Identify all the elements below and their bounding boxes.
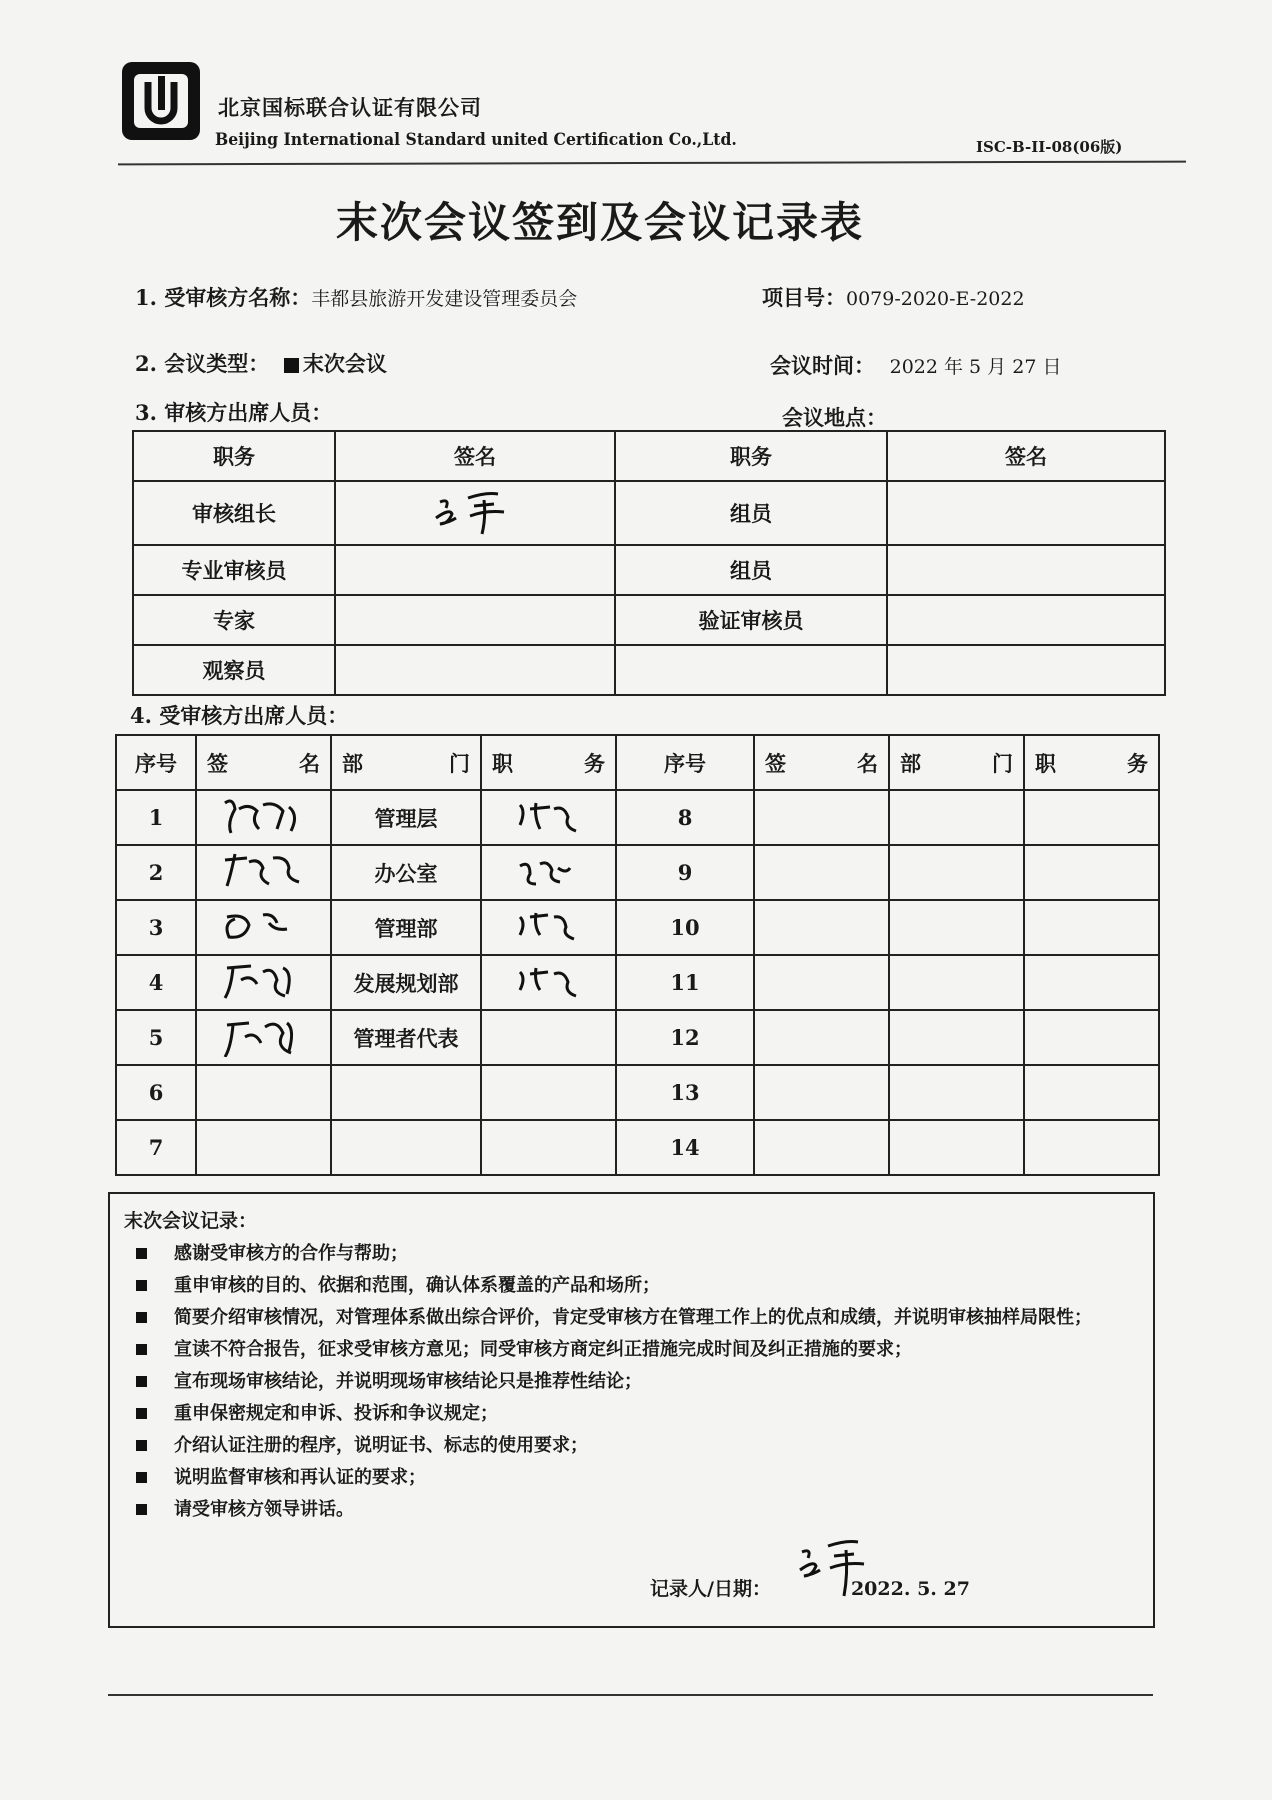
signature-cell[interactable] <box>887 595 1165 645</box>
position-cell[interactable] <box>481 955 616 1010</box>
table-row <box>133 545 1165 595</box>
position-cell[interactable] <box>481 845 616 900</box>
role-cell: 审核组长 <box>133 481 335 545</box>
signature-cell[interactable] <box>196 1065 331 1120</box>
square-bullet-icon <box>136 1280 147 1291</box>
department-cell: 办公室 <box>331 845 481 900</box>
table-row <box>116 900 1159 955</box>
department-cell: 管理部 <box>331 900 481 955</box>
meeting-record-box <box>108 1192 1155 1628</box>
square-bullet-icon <box>136 1344 147 1355</box>
position-cell[interactable] <box>481 1065 616 1120</box>
company-logo <box>120 60 202 142</box>
department-cell[interactable] <box>889 845 1024 900</box>
header-department: 部 门 <box>889 735 1024 790</box>
position-cell[interactable] <box>1024 1120 1159 1175</box>
list-item <box>132 1334 1132 1366</box>
seq-cell: 2 <box>116 845 196 900</box>
list-item <box>132 1398 1132 1430</box>
signature-cell[interactable] <box>754 845 889 900</box>
table-row <box>116 1120 1159 1175</box>
square-bullet-icon <box>136 1312 147 1323</box>
meeting-type-label: 2. 会议类型： <box>135 351 270 376</box>
signature-cell[interactable] <box>754 1065 889 1120</box>
recorder-date: 2022. 5. 27 <box>850 1578 970 1600</box>
auditee-name-label: 1. 受审核方名称： <box>135 285 312 310</box>
department-cell[interactable] <box>889 900 1024 955</box>
department-cell: 发展规划部 <box>331 955 481 1010</box>
form-code: ISC-B-II-08(06版) <box>976 138 1123 156</box>
table-header-row <box>133 431 1165 481</box>
signature-cell[interactable] <box>196 900 331 955</box>
project-no-label: 项目号： <box>762 285 846 310</box>
position-cell[interactable] <box>481 900 616 955</box>
list-item <box>132 1462 1132 1494</box>
handwritten-signature <box>426 488 546 538</box>
header-signature: 签 名 <box>754 735 889 790</box>
signature-cell[interactable] <box>754 1120 889 1175</box>
seq-cell: 12 <box>616 1010 754 1065</box>
position-cell[interactable] <box>1024 900 1159 955</box>
signature-cell[interactable] <box>887 545 1165 595</box>
header-divider <box>118 161 1186 166</box>
list-item <box>132 1430 1132 1462</box>
list-item-text: 宣布现场审核结论，并说明现场审核结论只是推荐性结论； <box>174 1371 642 1392</box>
table-row <box>116 845 1159 900</box>
auditee-section-title: 4. 受审核方出席人员： <box>130 703 349 728</box>
header-signature: 签名 <box>335 431 615 481</box>
list-item-text: 简要介绍审核情况，对管理体系做出综合评价，肯定受审核方在管理工作上的优点和成绩，并说明审核抽样局限性； <box>174 1307 1092 1328</box>
auditee-name-value: 丰都县旅游开发建设管理委员会 <box>311 288 578 310</box>
seq-cell: 8 <box>616 790 754 845</box>
list-item-text: 重申审核的目的、依据和范围，确认体系覆盖的产品和场所； <box>174 1275 660 1296</box>
auditee-name-line <box>135 282 577 312</box>
header-signature: 签名 <box>887 431 1165 481</box>
table-row <box>116 1010 1159 1065</box>
signature-cell[interactable] <box>335 595 615 645</box>
seq-cell: 6 <box>116 1065 196 1120</box>
footer-divider <box>108 1694 1153 1696</box>
signature-cell[interactable] <box>196 790 331 845</box>
role-cell <box>615 645 887 695</box>
project-no-value: 0079-2020-E-2022 <box>846 288 1025 310</box>
seq-cell: 3 <box>116 900 196 955</box>
seq-cell: 14 <box>616 1120 754 1175</box>
signature-cell[interactable] <box>335 545 615 595</box>
auditor-attendance-table <box>132 430 1166 696</box>
page-title: 末次会议签到及会议记录表 <box>335 198 864 247</box>
signature-cell[interactable] <box>887 645 1165 695</box>
table-row <box>133 645 1165 695</box>
seq-cell: 5 <box>116 1010 196 1065</box>
list-item-text: 感谢受审核方的合作与帮助； <box>174 1243 408 1264</box>
handwritten-signature <box>219 903 309 947</box>
meeting-time-label: 会议时间： <box>770 353 875 378</box>
meeting-place-label: 会议地点： <box>782 405 887 430</box>
handwritten-signature <box>219 793 309 837</box>
list-item-text: 介绍认证注册的程序，说明证书、标志的使用要求； <box>174 1435 588 1456</box>
signature-cell[interactable] <box>754 900 889 955</box>
header-position: 职务 <box>615 431 887 481</box>
table-row <box>116 790 1159 845</box>
role-cell: 验证审核员 <box>615 595 887 645</box>
signature-cell[interactable] <box>754 955 889 1010</box>
handwritten-position <box>514 850 584 890</box>
department-cell: 管理层 <box>331 790 481 845</box>
handwritten-position <box>514 795 584 835</box>
seq-cell: 11 <box>616 955 754 1010</box>
department-cell <box>331 1120 481 1175</box>
list-item-text: 重申保密规定和申诉、投诉和争议规定； <box>174 1403 498 1424</box>
handwritten-signature <box>219 848 309 892</box>
seq-cell: 13 <box>616 1065 754 1120</box>
meeting-type-value: 末次会议 <box>302 351 387 376</box>
list-item <box>132 1238 1132 1270</box>
role-cell: 专业审核员 <box>133 545 335 595</box>
seq-cell: 7 <box>116 1120 196 1175</box>
auditee-attendance-table <box>115 734 1160 1176</box>
header-position: 职 务 <box>1024 735 1159 790</box>
record-items-list <box>132 1238 1132 1526</box>
square-bullet-icon <box>136 1472 147 1483</box>
seq-cell: 4 <box>116 955 196 1010</box>
recorder-line <box>650 1574 970 1601</box>
square-bullet-icon <box>136 1376 147 1387</box>
position-cell[interactable] <box>1024 955 1159 1010</box>
list-item <box>132 1302 1132 1334</box>
header-seq: 序号 <box>116 735 196 790</box>
role-cell: 组员 <box>615 545 887 595</box>
square-bullet-icon <box>136 1408 147 1419</box>
signature-cell[interactable] <box>754 1010 889 1065</box>
recorder-label: 记录人/日期： <box>650 1578 771 1600</box>
table-row <box>133 481 1165 545</box>
meeting-type-line <box>135 348 387 378</box>
signature-cell[interactable] <box>196 955 331 1010</box>
seq-cell: 10 <box>616 900 754 955</box>
table-row <box>133 595 1165 645</box>
position-cell[interactable] <box>481 790 616 845</box>
list-item-text: 说明监督审核和再认证的要求； <box>174 1467 426 1488</box>
auditor-section-title: 3. 审核方出席人员： <box>135 400 333 425</box>
handwritten-signature <box>219 1013 309 1057</box>
company-name-cn: 北京国标联合认证有限公司 <box>218 95 482 120</box>
auditee-table-body <box>116 790 1159 1175</box>
header-position: 职务 <box>133 431 335 481</box>
meeting-time-value: 2022 年 5 月 27 日 <box>889 356 1062 378</box>
department-cell: 管理者代表 <box>331 1010 481 1065</box>
header-signature: 签 名 <box>196 735 331 790</box>
handwritten-position <box>514 960 584 1000</box>
position-cell[interactable] <box>481 1120 616 1175</box>
list-item-text: 宣读不符合报告，征求受审核方意见；同受审核方商定纠正措施完成时间及纠正措施的要求； <box>174 1339 912 1360</box>
signature-cell[interactable] <box>196 1010 331 1065</box>
position-cell[interactable] <box>1024 1065 1159 1120</box>
signature-cell[interactable] <box>754 790 889 845</box>
position-cell[interactable] <box>1024 1010 1159 1065</box>
table-row <box>116 955 1159 1010</box>
role-cell: 组员 <box>615 481 887 545</box>
position-cell[interactable] <box>1024 790 1159 845</box>
list-item <box>132 1494 1132 1526</box>
record-title: 末次会议记录： <box>124 1210 258 1232</box>
meeting-time-line <box>770 350 1061 380</box>
header-department: 部 门 <box>331 735 481 790</box>
table-header-row <box>116 735 1159 790</box>
department-cell[interactable] <box>889 790 1024 845</box>
table-row <box>116 1065 1159 1120</box>
signature-cell[interactable] <box>196 1120 331 1175</box>
department-cell[interactable] <box>889 1065 1024 1120</box>
list-item-text: 请受审核方领导讲话。 <box>174 1499 354 1520</box>
seq-cell: 9 <box>616 845 754 900</box>
signature-cell[interactable] <box>335 481 615 545</box>
department-cell <box>331 1065 481 1120</box>
department-cell[interactable] <box>889 1010 1024 1065</box>
department-cell[interactable] <box>889 955 1024 1010</box>
header-position: 职 务 <box>481 735 616 790</box>
department-cell[interactable] <box>889 1120 1024 1175</box>
square-bullet-icon <box>136 1248 147 1259</box>
handwritten-position <box>514 905 584 945</box>
square-bullet-icon <box>136 1504 147 1515</box>
list-item <box>132 1366 1132 1398</box>
signature-cell[interactable] <box>335 645 615 695</box>
role-cell: 观察员 <box>133 645 335 695</box>
list-item <box>132 1270 1132 1302</box>
signature-cell[interactable] <box>196 845 331 900</box>
seq-cell: 1 <box>116 790 196 845</box>
checked-box-icon <box>284 358 299 373</box>
square-bullet-icon <box>136 1440 147 1451</box>
role-cell: 专家 <box>133 595 335 645</box>
position-cell[interactable] <box>481 1010 616 1065</box>
header-seq: 序号 <box>616 735 754 790</box>
project-no-line <box>762 282 1025 312</box>
signature-cell[interactable] <box>887 481 1165 545</box>
position-cell[interactable] <box>1024 845 1159 900</box>
company-name-en: Beijing International Standard united Certification Co.,Ltd. <box>215 130 737 150</box>
handwritten-signature <box>219 958 309 1002</box>
